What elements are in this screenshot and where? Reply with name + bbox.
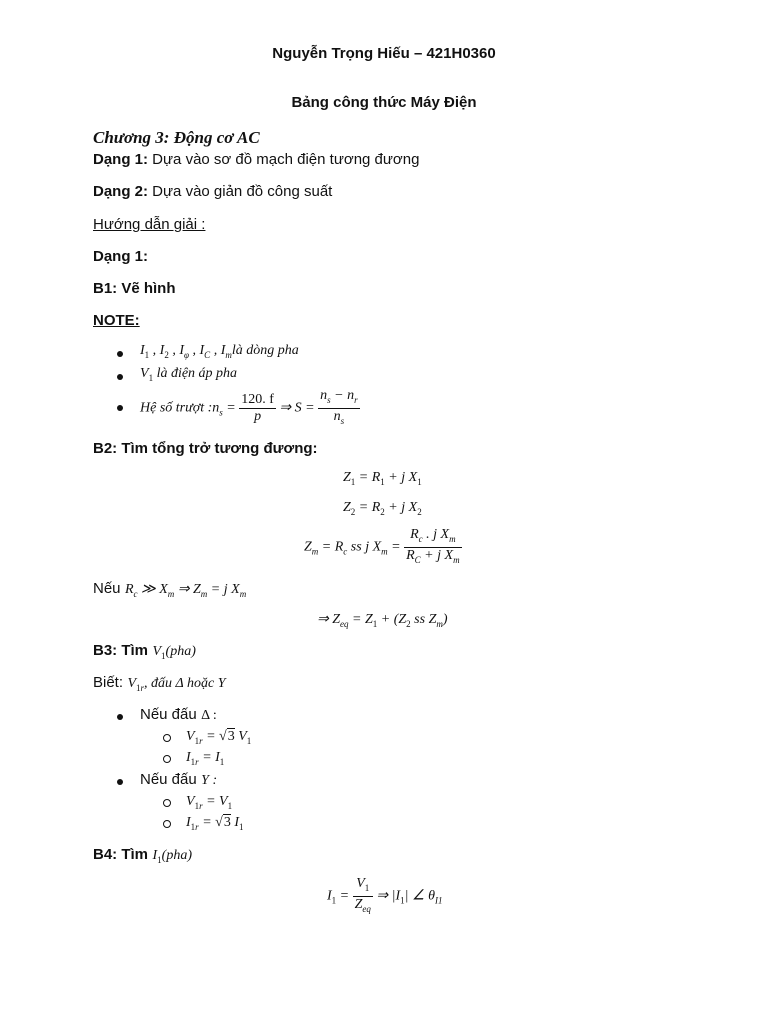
bullet-icon xyxy=(117,405,123,411)
step-4-arg: pha xyxy=(166,848,188,863)
note-currents: $I_1$ , $I_2$ , $I_\varphi$ , $I_C$ , $I_mlà$ dòng pha xyxy=(140,343,299,360)
i1-fraction: $\frac{V_1}{Z_{eq}}$ xyxy=(354,876,371,914)
eq-delta-current: $I_{1r} = I_1$ xyxy=(186,750,225,767)
note-heading: NOTE: xyxy=(93,312,140,329)
type-1-label: Dạng 1: xyxy=(93,151,149,168)
note-slip-formula: Hệ số trượt $:n_s$ = $\frac{120. f}{p}$ ⇒ S = $\frac{n_s - n_r}{n_s}$ xyxy=(140,388,360,429)
type-1-line xyxy=(93,151,419,168)
note-voltage: $V_1$ là điện áp pha xyxy=(140,366,238,383)
step-4-heading: B4: Tìm xyxy=(93,846,149,863)
type-2-text: Dựa vào giản đồ công suất xyxy=(148,183,333,200)
author-line: Nguyễn Trọng Hiếu – 421H0360 xyxy=(272,45,496,62)
document-title: Bảng công thức Máy Điện xyxy=(291,94,477,111)
wye-symbol: Y : xyxy=(201,773,218,788)
slip-fraction: $\frac{n_s - n_r}{n_s}$ xyxy=(320,388,358,426)
fraction-numerator: 120. f xyxy=(241,391,274,407)
step-3-heading: B3: Tìm xyxy=(93,642,149,659)
approximation-line: Nếu $R_c$ ≫ $X_m$ ⇒ $Z_m = j$ $X_m$ xyxy=(93,580,247,599)
zm-fraction: $\frac{R_c . j X_m}{R_C + j X_m}$ xyxy=(406,527,460,565)
given-line: Biết: $V_{1r}$, đấu Δ hoặc Y xyxy=(93,674,226,693)
circle-bullet-icon xyxy=(163,820,171,828)
note-voltage-tail: là điện áp pha xyxy=(156,366,238,381)
guide-heading: Hướng dẫn giải : xyxy=(93,216,206,233)
circle-bullet-icon xyxy=(163,799,171,807)
fraction-denominator: p xyxy=(254,408,262,424)
type-2-line xyxy=(93,183,332,200)
bullet-icon xyxy=(117,351,123,357)
step-4-line: B4: Tìm $I_1(pha)$ xyxy=(93,846,192,865)
type-1-heading: Dạng 1: xyxy=(93,248,149,265)
delta-label: Nếu đấu xyxy=(140,706,197,723)
step-1-heading: B1: Vẽ hình xyxy=(93,280,176,297)
type-1-text: Dựa vào sơ đồ mạch điện tương đương xyxy=(148,151,420,168)
chapter-heading: Chương 3: Động cơ AC xyxy=(93,128,260,147)
given-label: Biết: xyxy=(93,674,124,691)
eq-wye-voltage: $V_{1r} = V_1$ xyxy=(186,794,233,811)
note-currents-tail: là dòng pha xyxy=(231,343,299,358)
bullet-icon xyxy=(117,374,123,380)
step-2-heading: B2: Tìm tổng trở tương đương: xyxy=(93,440,318,457)
eq-zeq: ⇒ $Z_{eq} = Z_1 + (Z_2$ ss $Z_m$) xyxy=(317,612,448,629)
bullet-icon xyxy=(117,779,123,785)
eq-wye-current: $I_{1r} = √3$ $I_1$ xyxy=(186,815,244,832)
circle-bullet-icon xyxy=(163,755,171,763)
if-label: Nếu xyxy=(93,580,121,597)
step-3-arg: pha xyxy=(170,644,192,659)
circle-bullet-icon xyxy=(163,734,171,742)
sync-speed-fraction xyxy=(239,392,276,425)
eq-i1: $I_1$ = $\frac{V_1}{Z_{eq}}$ ⇒ $|I_1|$ ∠ $\theta_{I1}$ xyxy=(327,876,442,917)
delta-symbol: Δ : xyxy=(201,708,217,723)
step-3-line: B3: Tìm $V_1(pha)$ xyxy=(93,642,196,661)
delta-case xyxy=(140,706,217,724)
type-2-label: Dạng 2: xyxy=(93,183,149,200)
eq-z2: $Z_2 = R_2 + j$ $X_2$ xyxy=(343,500,422,517)
eq-z1: $Z_1 = R_1 + j$ $X_1$ xyxy=(343,470,422,487)
eq-delta-voltage: $V_{1r} = √3$ $V_1$ xyxy=(186,729,252,746)
note-slip-head: Hệ số trượt : xyxy=(140,400,213,416)
bullet-icon xyxy=(117,714,123,720)
given-tail: , đấu Δ hoặc Y xyxy=(144,676,226,691)
wye-case xyxy=(140,771,217,789)
wye-label: Nếu đấu xyxy=(140,771,197,788)
eq-zm: $Z_m = R_c$ ss j $X_m$ = $\frac{R_c . j X_m}{R_C + j X_m}$ xyxy=(304,527,462,568)
